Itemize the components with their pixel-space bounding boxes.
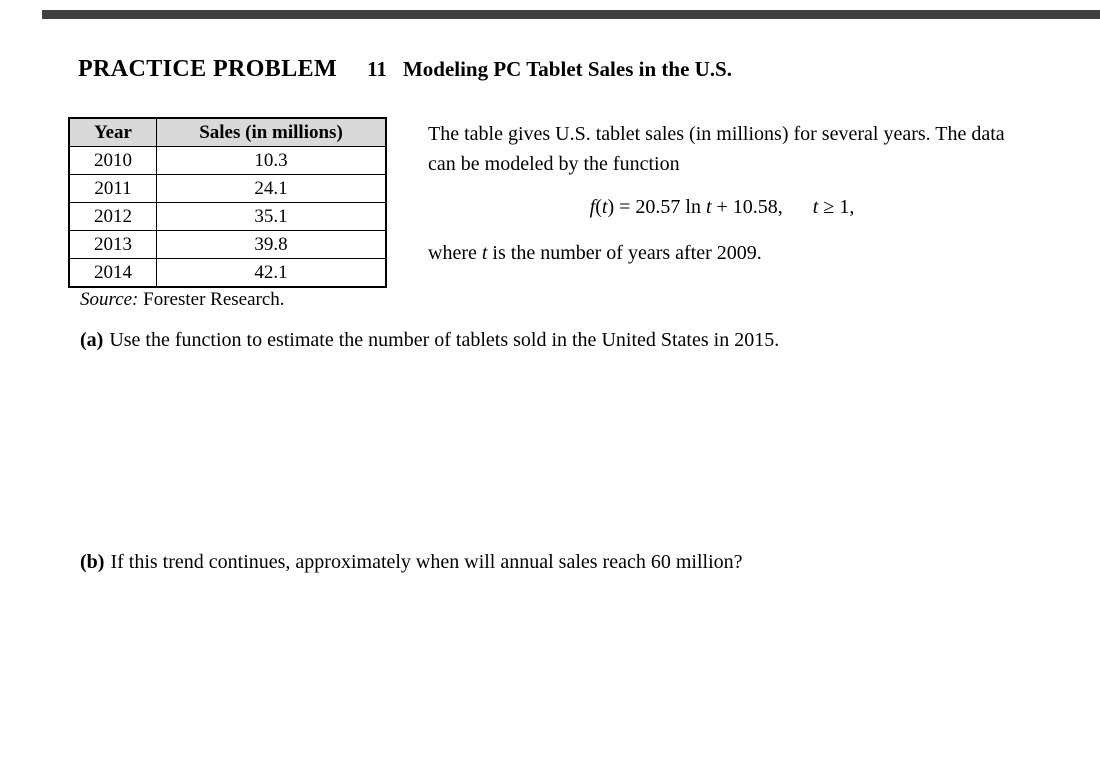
table-cell-year: 2011	[69, 175, 157, 203]
table-header-row	[69, 118, 386, 147]
title-subtitle: Modeling PC Tablet Sales in the U.S.	[402, 57, 732, 81]
page-title	[78, 56, 732, 83]
question-part-a	[80, 329, 779, 352]
table-cell-sales: 35.1	[157, 203, 387, 231]
table-source	[80, 289, 285, 311]
formula-lparen: (	[595, 196, 602, 218]
source-label: Source:	[80, 289, 139, 310]
table-row	[69, 231, 386, 259]
formula-t-var: t	[705, 196, 712, 218]
table-cell-year: 2013	[69, 231, 157, 259]
question-part-b	[80, 551, 743, 574]
problem-description	[428, 119, 1016, 268]
formula-tail: + 10.58,	[711, 196, 783, 218]
title-main: PRACTICE PROBLEM	[78, 56, 338, 82]
where-clause	[428, 238, 1016, 268]
title-problem-number: 11	[367, 57, 387, 81]
formula-f: f	[589, 196, 596, 218]
table-row	[69, 175, 386, 203]
table-row	[69, 259, 386, 288]
table-cell-sales: 10.3	[157, 147, 387, 175]
table-row	[69, 203, 386, 231]
part-a-text: Use the function to estimate the number of tablets sold in the United States in 2015.	[109, 329, 780, 351]
source-text: Forester Research.	[138, 289, 285, 310]
table-cell-sales: 24.1	[157, 175, 387, 203]
table-cell-year: 2012	[69, 203, 157, 231]
table-cell-sales: 39.8	[157, 231, 387, 259]
where-var-t: t	[481, 242, 488, 264]
part-a-label: (a)	[80, 329, 104, 351]
formula-condition: ≥ 1,	[818, 196, 855, 218]
table-cell-year: 2014	[69, 259, 157, 288]
table-row	[69, 147, 386, 175]
sales-data-table	[68, 117, 387, 288]
model-formula	[428, 192, 1016, 222]
part-b-label: (b)	[80, 551, 105, 573]
where-post: is the number of years after 2009.	[487, 242, 762, 264]
formula-rparen: )	[607, 196, 615, 218]
formula-mid: = 20.57 ln	[614, 196, 706, 218]
formula-t-cond: t	[812, 196, 819, 218]
table-cell-sales: 42.1	[157, 259, 387, 288]
top-divider-bar	[42, 10, 1100, 19]
table-header-sales: Sales (in millions)	[157, 118, 387, 147]
description-intro: The table gives U.S. tablet sales (in millions) for several years. The data can be modeled by the function	[428, 123, 1005, 175]
part-b-text: If this trend continues, approximately when will annual sales reach 60 million?	[110, 551, 743, 573]
table-header-year: Year	[69, 118, 157, 147]
where-pre: where	[428, 242, 482, 264]
formula-t-arg: t	[601, 196, 608, 218]
table-cell-year: 2010	[69, 147, 157, 175]
